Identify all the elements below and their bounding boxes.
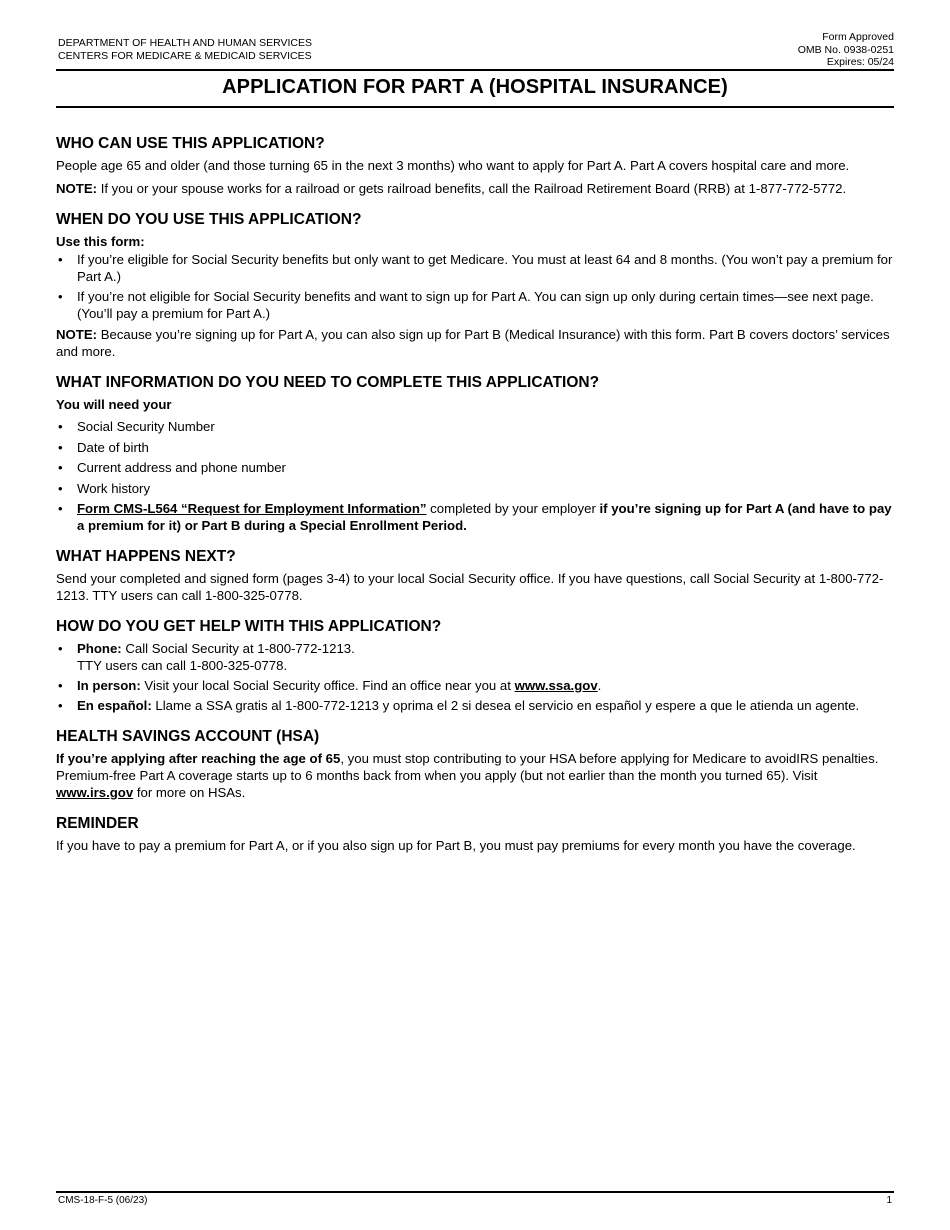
list-item: • Date of birth: [56, 439, 894, 456]
section-when-heading: WHEN DO YOU USE THIS APPLICATION?: [56, 211, 362, 228]
section-hsa-heading: HEALTH SAVINGS ACCOUNT (HSA): [56, 728, 320, 745]
form-link-condition: if you’re signing up for Part A (and have to pay a premium for it) or Part B during a Special Enrollment Period.: [77, 501, 892, 533]
section-who: [56, 134, 894, 197]
note-text: If you or your spouse works for a railroad or gets railroad benefits, call the Railroad Retirement Board (RRB) at 1-877-772-5772.: [97, 181, 847, 196]
section-help-heading: HOW DO YOU GET HELP WITH THIS APPLICATION?: [56, 618, 442, 635]
hsa-end: for more on HSAs.: [133, 785, 246, 800]
section-help-list: [56, 640, 894, 714]
in-person-label: In person:: [77, 678, 141, 693]
list-item: • Social Security Number: [56, 418, 894, 435]
section-reminder: [56, 814, 894, 854]
section-reminder-heading: REMINDER: [56, 815, 139, 832]
section-when-list: [56, 251, 894, 322]
note-label: NOTE:: [56, 181, 98, 196]
section-info-subheading: You will need your: [56, 397, 172, 412]
list-item: • If you’re eligible for Social Security benefits but only want to get Medicare. You must at least 64 and 8 months. (You won’t pay a premium for Part A.): [56, 251, 894, 285]
note-text: Because you’re signing up for Part A, you can also sign up for Part B (Medical Insurance) with this form. Part B covers doctors’ services and more.: [56, 327, 890, 359]
section-next: [56, 547, 894, 604]
page-number: 1: [886, 1195, 892, 1206]
omb-number: OMB No. 0938-0251: [797, 43, 894, 56]
instructions-body: [56, 134, 894, 867]
section-hsa: [56, 727, 894, 801]
section-when: [56, 210, 894, 360]
tty-text: TTY users can call 1-800-325-0778.: [77, 658, 288, 673]
phone-label: Phone:: [77, 641, 122, 656]
list-item: [56, 288, 894, 322]
form-link-text: completed by your employer: [426, 501, 600, 516]
header-top-rule: [56, 69, 894, 71]
hsa-text: , you must stop contributing to your HSA before applying for Medicare to avoidIRS penalties. Premium-free Part A coverage starts up to 6 months back from when you apply (but not earlier than the month you turned 65). Visit: [56, 751, 879, 783]
section-when-subheading: Use this form:: [56, 234, 145, 249]
section-when-note: [56, 326, 894, 360]
form-approved-label: Form Approved: [822, 31, 894, 43]
spanish-label: En español:: [77, 698, 152, 713]
in-person-text: Visit your local Social Security office. Find an office near you at: [140, 678, 515, 693]
list-item: [56, 677, 894, 694]
in-person-end: .: [597, 678, 602, 693]
omb-approval-block: [798, 31, 894, 69]
ssa-gov-link[interactable]: www.ssa.gov: [514, 678, 598, 693]
agency-line-2: CENTERS FOR MEDICARE & MEDICAID SERVICES: [58, 50, 312, 62]
section-info-list: [56, 418, 894, 534]
spanish-text: Llame a SSA gratis al 1-800-772-1213 y oprima el 2 si desea el servicio en español y espere a que le atienda un agente.: [151, 698, 860, 713]
section-who-text: People age 65 and older (and those turning 65 in the next 3 months) who want to apply for Part A. Part A covers hospital care and more.: [56, 158, 850, 173]
section-reminder-text: If you have to pay a premium for Part A, or if you also sign up for Part B, you must pay premiums for every month you have the coverage.: [56, 838, 856, 853]
list-item: • Work history: [56, 480, 894, 497]
irs-gov-link[interactable]: www.irs.gov: [56, 785, 134, 800]
list-item: [56, 640, 894, 674]
footer-rule: [56, 1191, 894, 1193]
page-title: APPLICATION FOR PART A (HOSPITAL INSURANCE): [222, 76, 728, 98]
form-page: [56, 0, 894, 1230]
form-cms-l564-link[interactable]: Form CMS-L564 “Request for Employment Information”: [77, 501, 427, 516]
section-next-heading: WHAT HAPPENS NEXT?: [56, 548, 236, 565]
phone-text: Call Social Security at 1-800-772-1213.: [121, 641, 355, 656]
expiration-date: Expires: 05/24: [826, 56, 894, 68]
section-help: [56, 617, 894, 714]
form-id: CMS-18-F-5 (06/23): [58, 1195, 148, 1206]
header-bottom-rule: [56, 106, 894, 108]
section-hsa-text: [56, 750, 894, 801]
list-item: • Current address and phone number: [56, 459, 894, 476]
list-item-line: • If you’re not eligible for Social Security benefits and want to sign up for Part A. You can sign up only during certain times—see next page.: [77, 289, 874, 304]
section-info-heading: WHAT INFORMATION DO YOU NEED TO COMPLETE THIS APPLICATION?: [56, 374, 600, 391]
note-label: NOTE:: [56, 327, 98, 342]
section-next-text: Send your completed and signed form (pages 3-4) to your local Social Security office. If you have questions, call Social Security at 1-800-772-1213. TTY users can call 1-800-325-0778.: [56, 571, 884, 603]
list-item: [56, 500, 894, 534]
section-who-heading: WHO CAN USE THIS APPLICATION?: [56, 135, 325, 152]
agency-block: [58, 37, 312, 63]
hsa-bold-text: If you’re applying after reaching the age of 65: [56, 751, 341, 766]
section-who-note: [56, 180, 894, 197]
list-item-line: (You’ll pay a premium for Part A.): [77, 306, 271, 321]
agency-line-1: DEPARTMENT OF HEALTH AND HUMAN SERVICES: [58, 37, 312, 49]
section-info: [56, 373, 894, 534]
list-item: [56, 697, 894, 714]
